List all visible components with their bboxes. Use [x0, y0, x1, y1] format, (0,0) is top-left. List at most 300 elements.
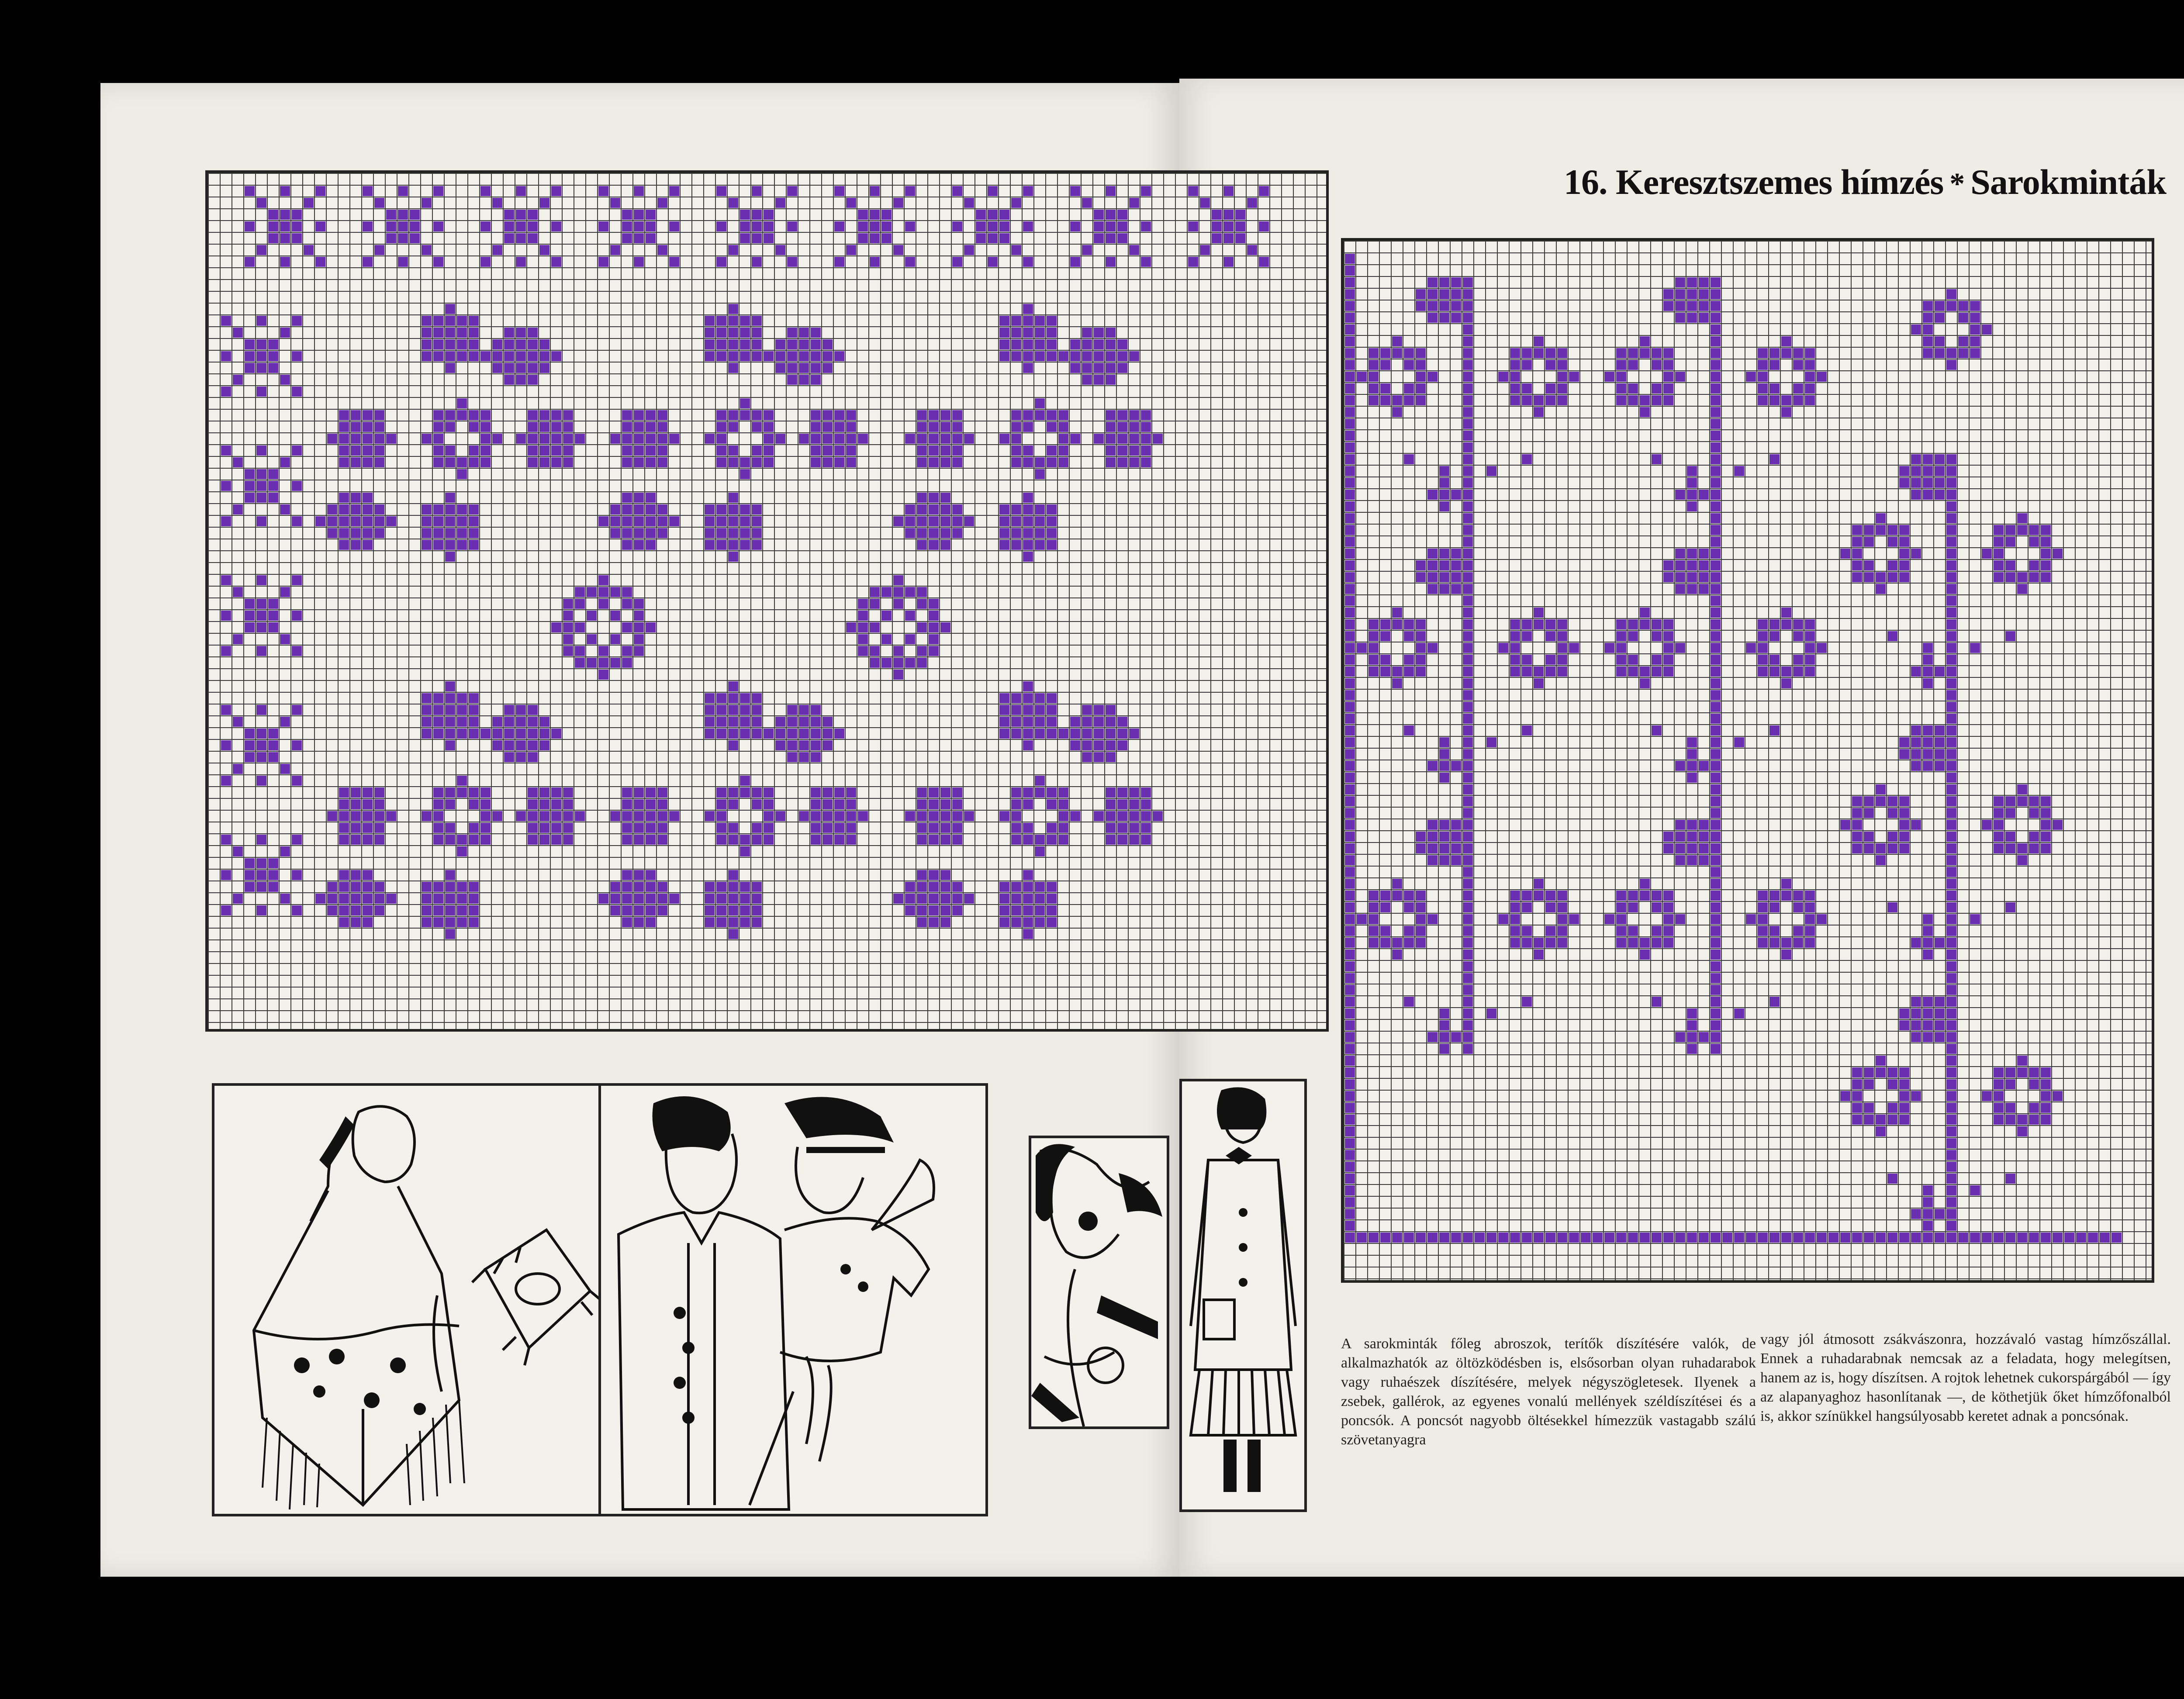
star-motif-cell	[764, 210, 774, 220]
star-motif-cell	[964, 198, 974, 208]
rose-motif-cell	[1404, 902, 1414, 912]
star-motif-cell	[1212, 210, 1222, 220]
petal-cell	[363, 434, 373, 444]
rose-motif-cell	[1357, 643, 1367, 653]
rose-motif-cell	[1404, 348, 1414, 358]
petal-cell	[1416, 832, 1426, 842]
star-motif-cell	[988, 210, 998, 220]
rose-motif-cell	[1663, 655, 1673, 665]
star-motif-cell	[716, 186, 726, 196]
stem-cell	[1463, 820, 1473, 830]
petal-cell	[1035, 351, 1045, 361]
rose-motif-cell	[598, 587, 608, 597]
leaf-cell	[1439, 737, 1449, 747]
rose-motif-cell	[480, 422, 491, 432]
petal-cell	[740, 328, 750, 338]
rose-motif-cell	[858, 611, 868, 621]
rose-motif-cell	[1876, 1115, 1886, 1125]
rose-motif-cell	[716, 457, 726, 467]
petal-cell	[752, 917, 762, 927]
rose-motif-cell	[1392, 336, 1402, 346]
petal-cell	[716, 516, 726, 526]
petal-cell	[705, 540, 715, 550]
star-motif-cell	[976, 210, 986, 220]
star-motif-cell	[256, 599, 266, 609]
rose-motif-cell	[1628, 902, 1638, 912]
petal-cell	[752, 693, 762, 703]
petal-cell	[422, 351, 432, 361]
petal-cell	[1106, 740, 1116, 750]
stem-cell	[1946, 855, 1956, 865]
rose-motif-cell	[563, 611, 573, 621]
rose-motif-cell	[870, 658, 880, 668]
rose-motif-cell	[1640, 608, 1650, 618]
petal-cell	[822, 787, 833, 798]
rose-motif-cell	[2017, 1126, 2027, 1136]
rose-motif-cell	[1663, 383, 1673, 394]
rose-motif-cell	[705, 811, 715, 821]
stem-cell	[1946, 678, 1956, 688]
star-motif-cell	[988, 186, 998, 196]
rose-motif-cell	[1970, 301, 1980, 311]
rose-motif-cell	[752, 457, 762, 467]
petal-cell	[1451, 301, 1461, 311]
stem-cell	[1463, 549, 1473, 559]
star-motif-cell	[492, 198, 502, 208]
star-motif-cell	[280, 233, 290, 243]
petal-cell	[1923, 725, 1933, 736]
border-line-cell	[1345, 820, 1355, 830]
petal-cell	[528, 705, 538, 715]
petal-cell	[351, 457, 361, 467]
star-motif-cell	[221, 575, 231, 585]
petal-cell	[1923, 1032, 1933, 1042]
leaf-cell	[1970, 914, 1980, 924]
stem-cell	[1711, 902, 1721, 912]
petal-cell	[728, 540, 738, 550]
petal-cell	[775, 363, 785, 373]
petal-cell	[386, 516, 396, 526]
border-line-cell	[1439, 1233, 1449, 1243]
petal-cell	[433, 528, 443, 538]
petal-cell	[528, 811, 538, 821]
petal-cell	[917, 835, 927, 845]
border-line-cell	[1345, 855, 1355, 865]
star-motif-cell	[292, 870, 302, 880]
star-motif-cell	[233, 587, 243, 597]
petal-cell	[1911, 997, 1921, 1007]
petal-cell	[1935, 478, 1945, 488]
petal-cell	[1141, 811, 1151, 821]
rose-motif-cell	[1616, 372, 1626, 382]
border-line-cell	[1345, 336, 1355, 346]
rose-motif-cell	[1652, 395, 1662, 405]
petal-cell	[516, 717, 526, 727]
stem-cell	[1463, 926, 1473, 936]
petal-cell	[1416, 560, 1426, 570]
petal-cell	[787, 717, 797, 727]
rose-motif-cell	[1023, 422, 1033, 432]
stem-cell	[1711, 596, 1721, 606]
border-line-cell	[1404, 1233, 1414, 1243]
rose-motif-cell	[716, 811, 726, 821]
rose-motif-cell	[2005, 843, 2015, 853]
rose-motif-cell	[1616, 360, 1626, 370]
rose-motif-cell	[469, 410, 479, 420]
petal-cell	[1923, 1209, 1933, 1219]
stem-cell	[1946, 560, 1956, 570]
petal-cell	[1023, 552, 1033, 562]
rose-motif-cell	[999, 811, 1009, 821]
star-motif-cell	[752, 221, 762, 231]
petal-cell	[575, 434, 585, 444]
stem-cell	[1711, 879, 1721, 889]
stem-cell	[1711, 690, 1721, 700]
rose-motif-cell	[1675, 643, 1685, 653]
star-motif-cell	[988, 221, 998, 231]
rose-motif-cell	[2029, 525, 2039, 535]
rose-motif-cell	[1510, 902, 1520, 912]
stem-cell	[1946, 784, 1956, 794]
petal-cell	[339, 504, 349, 515]
rose-motif-cell	[1510, 655, 1520, 665]
rose-motif-cell	[622, 599, 632, 609]
rose-motif-cell	[2005, 572, 2015, 582]
petal-cell	[634, 823, 644, 833]
rose-motif-cell	[634, 622, 644, 632]
petal-cell	[1011, 328, 1021, 338]
petal-cell	[834, 445, 844, 456]
petal-cell	[705, 717, 715, 727]
petal-cell	[1106, 823, 1116, 833]
petal-cell	[716, 705, 726, 715]
star-motif-cell	[256, 316, 266, 326]
petal-cell	[940, 528, 950, 538]
rose-motif-cell	[1569, 914, 1579, 924]
rose-motif-cell	[1058, 410, 1068, 420]
rose-motif-cell	[1522, 619, 1532, 629]
petal-cell	[634, 410, 644, 420]
star-motif-cell	[752, 233, 762, 243]
star-motif-cell	[858, 210, 868, 220]
stem-cell	[1711, 784, 1721, 794]
border-line-cell	[1545, 1233, 1555, 1243]
rose-motif-cell	[999, 434, 1009, 444]
petal-cell	[610, 434, 620, 444]
petal-cell	[799, 339, 809, 349]
rose-motif-cell	[1758, 372, 1768, 382]
rose-motif-cell	[469, 422, 479, 432]
stem-cell	[1946, 997, 1956, 1007]
petal-cell	[1129, 823, 1139, 833]
petal-cell	[657, 823, 667, 833]
petal-cell	[1153, 434, 1163, 444]
rose-motif-cell	[1047, 445, 1057, 456]
border-line-cell	[1357, 1233, 1367, 1243]
petal-cell	[1687, 820, 1697, 830]
petal-cell	[1675, 301, 1685, 311]
star-motif-cell	[787, 186, 797, 196]
petal-cell	[563, 434, 573, 444]
rose-motif-cell	[1510, 395, 1520, 405]
petal-cell	[1899, 1020, 1909, 1030]
rose-motif-cell	[1368, 655, 1379, 665]
rose-motif-cell	[445, 410, 455, 420]
petal-cell	[1023, 693, 1033, 703]
rose-motif-cell	[893, 575, 903, 585]
petal-cell	[846, 410, 856, 420]
petal-cell	[622, 835, 632, 845]
star-motif-cell	[256, 835, 266, 845]
stem-cell	[1463, 796, 1473, 806]
leaf-cell	[1734, 737, 1744, 747]
petal-cell	[1439, 560, 1449, 570]
petal-cell	[1687, 584, 1697, 594]
rose-motif-cell	[1522, 666, 1532, 677]
rose-motif-cell	[1899, 572, 1909, 582]
rose-motif-cell	[1805, 914, 1815, 924]
rose-motif-cell	[2041, 537, 2051, 547]
petal-cell	[940, 799, 950, 809]
petal-cell	[1094, 717, 1104, 727]
rose-motif-cell	[1887, 1103, 1897, 1113]
petal-cell	[539, 740, 549, 750]
petal-cell	[422, 693, 432, 703]
petal-cell	[752, 729, 762, 739]
rose-motif-cell	[764, 445, 774, 456]
petal-cell	[1439, 749, 1449, 759]
petal-cell	[433, 328, 443, 338]
star-motif-cell	[764, 233, 774, 243]
petal-cell	[1687, 1020, 1697, 1030]
stem-cell	[1711, 313, 1721, 323]
stem-cell	[1463, 596, 1473, 606]
rose-motif-cell	[1628, 360, 1638, 370]
rose-motif-cell	[1935, 301, 1945, 311]
star-motif-cell	[999, 221, 1009, 231]
star-motif-cell	[964, 245, 974, 255]
petal-cell	[728, 929, 738, 939]
star-motif-cell	[480, 186, 491, 196]
border-line-cell	[1345, 478, 1355, 488]
petal-cell	[752, 540, 762, 550]
star-motif-cell	[881, 221, 892, 231]
petal-cell	[917, 445, 927, 456]
stem-cell	[1711, 608, 1721, 618]
petal-cell	[1011, 540, 1021, 550]
petal-cell	[952, 882, 962, 892]
rose-motif-cell	[1840, 1091, 1850, 1101]
petal-cell	[999, 905, 1009, 915]
petal-cell	[1047, 504, 1057, 515]
petal-cell	[775, 740, 785, 750]
rose-motif-cell	[1545, 631, 1555, 641]
star-motif-cell	[280, 210, 290, 220]
rose-motif-cell	[1923, 336, 1933, 346]
border-line-cell	[1805, 1233, 1815, 1243]
rose-motif-cell	[1616, 643, 1626, 653]
petal-cell	[363, 493, 373, 503]
rose-motif-cell	[1392, 666, 1402, 677]
petal-cell	[1082, 351, 1092, 361]
petal-cell	[528, 729, 538, 739]
rose-motif-cell	[1628, 926, 1638, 936]
star-motif-cell	[292, 835, 302, 845]
petal-cell	[822, 434, 833, 444]
stem-cell	[1463, 997, 1473, 1007]
petal-cell	[1011, 339, 1021, 349]
petal-cell	[1047, 528, 1057, 538]
petal-cell	[504, 705, 514, 715]
rose-motif-cell	[610, 634, 620, 644]
rose-motif-cell	[1392, 407, 1402, 417]
petal-cell	[1117, 410, 1127, 420]
rose-motif-cell	[1994, 1115, 2004, 1125]
petal-cell	[752, 528, 762, 538]
rose-motif-cell	[1534, 608, 1544, 618]
rose-motif-cell	[480, 787, 491, 798]
star-motif-cell	[386, 221, 396, 231]
rose-motif-cell	[1368, 631, 1379, 641]
stem-cell	[1946, 1162, 1956, 1172]
rose-motif-cell	[2029, 1115, 2039, 1125]
rose-motif-cell	[1899, 820, 1909, 830]
stem-cell	[1711, 478, 1721, 488]
rose-motif-cell	[1887, 808, 1897, 818]
rose-motif-cell	[1070, 434, 1080, 444]
star-motif-cell	[268, 481, 278, 491]
rose-motif-cell	[433, 799, 443, 809]
rose-motif-cell	[893, 670, 903, 680]
rose-motif-cell	[2029, 796, 2039, 806]
petal-cell	[433, 316, 443, 326]
stem-cell	[1946, 761, 1956, 771]
rose-motif-cell	[1793, 655, 1803, 665]
star-motif-cell	[516, 210, 526, 220]
star-motif-cell	[256, 882, 266, 892]
rose-motif-cell	[2041, 808, 2051, 818]
petal-cell	[1663, 301, 1673, 311]
petal-cell	[563, 787, 573, 798]
rose-motif-cell	[1935, 313, 1945, 323]
petal-cell	[1106, 339, 1116, 349]
blouse-illustration	[598, 1083, 988, 1516]
petal-cell	[999, 917, 1009, 927]
border-line-cell	[2111, 1233, 2122, 1243]
petal-cell	[598, 516, 608, 526]
border-line-cell	[2029, 1233, 2039, 1243]
rose-motif-cell	[1604, 372, 1614, 382]
rose-motif-cell	[1652, 926, 1662, 936]
star-motif-cell	[233, 717, 243, 727]
petal-cell	[728, 917, 738, 927]
petal-cell	[422, 528, 432, 538]
border-line-cell	[1345, 501, 1355, 511]
rose-motif-cell	[1758, 902, 1768, 912]
rose-motif-cell	[1011, 835, 1021, 845]
rose-motif-cell	[1899, 560, 1909, 570]
rose-motif-cell	[716, 410, 726, 420]
petal-cell	[516, 351, 526, 361]
stem-cell	[1463, 372, 1473, 382]
stem-cell	[1463, 348, 1473, 358]
petal-cell	[1463, 560, 1473, 570]
border-line-cell	[1368, 1233, 1379, 1243]
rose-motif-cell	[1852, 560, 1862, 570]
petal-cell	[1439, 277, 1449, 287]
petal-cell	[740, 516, 750, 526]
stem-cell	[1711, 537, 1721, 547]
stem-cell	[1946, 1209, 1956, 1219]
rose-motif-cell	[469, 835, 479, 845]
petal-cell	[492, 740, 502, 750]
petal-cell	[811, 752, 821, 762]
petal-cell	[563, 410, 573, 420]
petal-cell	[433, 905, 443, 915]
stem-cell	[1946, 938, 1956, 948]
star-motif-cell	[233, 764, 243, 774]
petal-cell	[999, 516, 1009, 526]
rose-motif-cell	[1758, 383, 1768, 394]
stem-cell	[1463, 902, 1473, 912]
star-motif-cell	[480, 257, 491, 267]
petal-cell	[1058, 351, 1068, 361]
petal-cell	[952, 823, 962, 833]
petal-cell	[1923, 1221, 1933, 1231]
petal-cell	[1106, 811, 1116, 821]
border-line-cell	[1345, 1020, 1355, 1030]
rose-motif-cell	[1769, 926, 1780, 936]
petal-cell	[952, 811, 962, 821]
petal-cell	[339, 823, 349, 833]
petal-cell	[1070, 717, 1080, 727]
petal-cell	[374, 410, 384, 420]
rose-motif-cell	[1805, 891, 1815, 901]
petal-cell	[1047, 339, 1057, 349]
petal-cell	[846, 787, 856, 798]
petal-cell	[1129, 787, 1139, 798]
petal-cell	[634, 493, 644, 503]
petal-cell	[657, 445, 667, 456]
rose-motif-cell	[2005, 1115, 2015, 1125]
star-motif-cell	[410, 221, 420, 231]
rose-motif-cell	[1994, 1067, 2004, 1077]
petal-cell	[646, 917, 656, 927]
leaf-cell	[1923, 914, 1933, 924]
rose-motif-cell	[1805, 383, 1815, 394]
petal-cell	[1011, 351, 1021, 361]
border-line-cell	[1345, 1197, 1355, 1207]
rose-motif-cell	[575, 658, 585, 668]
petal-cell	[1687, 1044, 1697, 1054]
petal-cell	[433, 351, 443, 361]
petal-cell	[1035, 729, 1045, 739]
petal-cell	[374, 835, 384, 845]
petal-cell	[445, 705, 455, 715]
rose-motif-cell	[2029, 537, 2039, 547]
border-line-cell	[2064, 1233, 2074, 1243]
rose-motif-cell	[1604, 914, 1614, 924]
rose-motif-cell	[764, 823, 774, 833]
rose-motif-cell	[1392, 879, 1402, 889]
rose-motif-cell	[1781, 608, 1791, 618]
star-motif-cell	[999, 233, 1009, 243]
stem-cell	[1463, 678, 1473, 688]
rose-motif-cell	[1510, 360, 1520, 370]
star-motif-cell	[221, 646, 231, 656]
petal-cell	[787, 740, 797, 750]
petal-cell	[1946, 737, 1956, 747]
